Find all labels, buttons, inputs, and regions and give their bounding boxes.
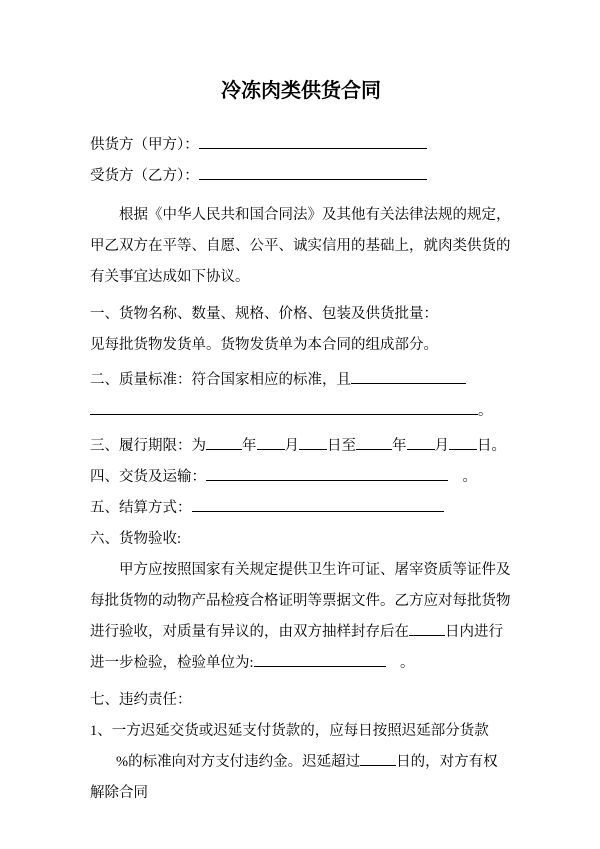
supplier-blank-field[interactable] [199, 134, 427, 150]
clause4-line [90, 462, 512, 493]
clause4-lead: 四、交货及运输： [90, 469, 206, 485]
buyer-blank-field[interactable] [199, 165, 427, 181]
settlement-method-blank[interactable] [192, 497, 444, 513]
penalty-rate-blank[interactable] [90, 752, 116, 767]
supplier-label: 供货方（甲方）： [90, 137, 199, 153]
parties-block [90, 130, 512, 192]
clause6-tail: 。 [385, 655, 415, 671]
supplier-row [90, 130, 512, 161]
preamble-paragraph: 根据《中华人民共和国合同法》及其他有关法律法规的规定，甲乙双方在平等、自愿、公平、诚实信用的基础上，就肉类供货的有关事宜达成如下协议。 [90, 207, 511, 285]
inspection-unit-blank[interactable] [254, 652, 386, 668]
end-year-blank[interactable] [356, 435, 392, 451]
clause3-year2-label: 年 [392, 438, 407, 454]
clause2-tail: 。 [478, 403, 493, 419]
buyer-row [90, 161, 512, 192]
start-day-blank[interactable] [299, 435, 327, 451]
clause7-item1-part3: 日的，对方有权解除合同 [90, 754, 498, 801]
clause7-heading: 七、违约责任： [90, 692, 192, 708]
clause1-heading: 一、货物名称、数量、规格、价格、包装及供货批量： [90, 306, 438, 322]
buyer-label: 受货方（乙方）： [90, 168, 199, 184]
clause2-lead: 二、质量标准：符合国家相应的标准，且 [90, 372, 351, 388]
clause5-lead: 五、结算方式： [90, 500, 192, 516]
end-month-blank[interactable] [407, 435, 435, 451]
clause3-month1-label: 月 [284, 438, 299, 454]
clause6-body-part2: 日内进行进一步检验，检验单位为: [90, 624, 503, 671]
clause3-month2-label: 月 [434, 438, 449, 454]
document-title: 冷冻肉类供货合同 [221, 80, 381, 102]
clause3-year1-label: 年 [242, 438, 257, 454]
clause6-body [90, 555, 512, 679]
clause2-continuation [90, 396, 512, 427]
clause3-day2-label: 日。 [477, 438, 506, 454]
clause3-line [90, 431, 512, 462]
start-month-blank[interactable] [257, 435, 285, 451]
start-year-blank[interactable] [206, 435, 242, 451]
clause3-lead: 三、履行期限：为 [90, 438, 206, 454]
clause5-line [90, 493, 512, 524]
quality-standard-blank-1[interactable] [351, 369, 466, 385]
clause1-body: 见每批货物发货单。货物发货单为本合同的组成部分。 [90, 337, 438, 353]
end-day-blank[interactable] [449, 435, 477, 451]
clause6-body-part1: 甲方应按照国家有关规定提供卫生许可证、屠宰资质等证件及每批货物的动物产品检疫合格证明等票据文件。乙方应对每批货物进行验收，对质量有异议的，由双方抽样封存后在 [90, 562, 511, 640]
clause6-heading: 六、货物验收: [90, 531, 182, 547]
clause4-tail: 。 [448, 469, 477, 485]
clause2-line [90, 365, 512, 396]
clause7-item1 [90, 716, 512, 809]
clause7-percent-label: % [116, 754, 129, 770]
clause7-item1-part1: 1、一方迟延交货或迟延支付货款的，应每日按照迟延部分货款 [90, 723, 489, 739]
delivery-transport-blank[interactable] [206, 466, 448, 482]
clause3-day1-label: 日至 [327, 438, 356, 454]
quality-standard-blank-2[interactable] [90, 400, 478, 416]
inspection-days-blank[interactable] [409, 621, 445, 637]
clause7-item1-part2: 的标准向对方支付违约金。迟延超过 [128, 754, 361, 770]
delay-days-blank[interactable] [360, 751, 396, 767]
